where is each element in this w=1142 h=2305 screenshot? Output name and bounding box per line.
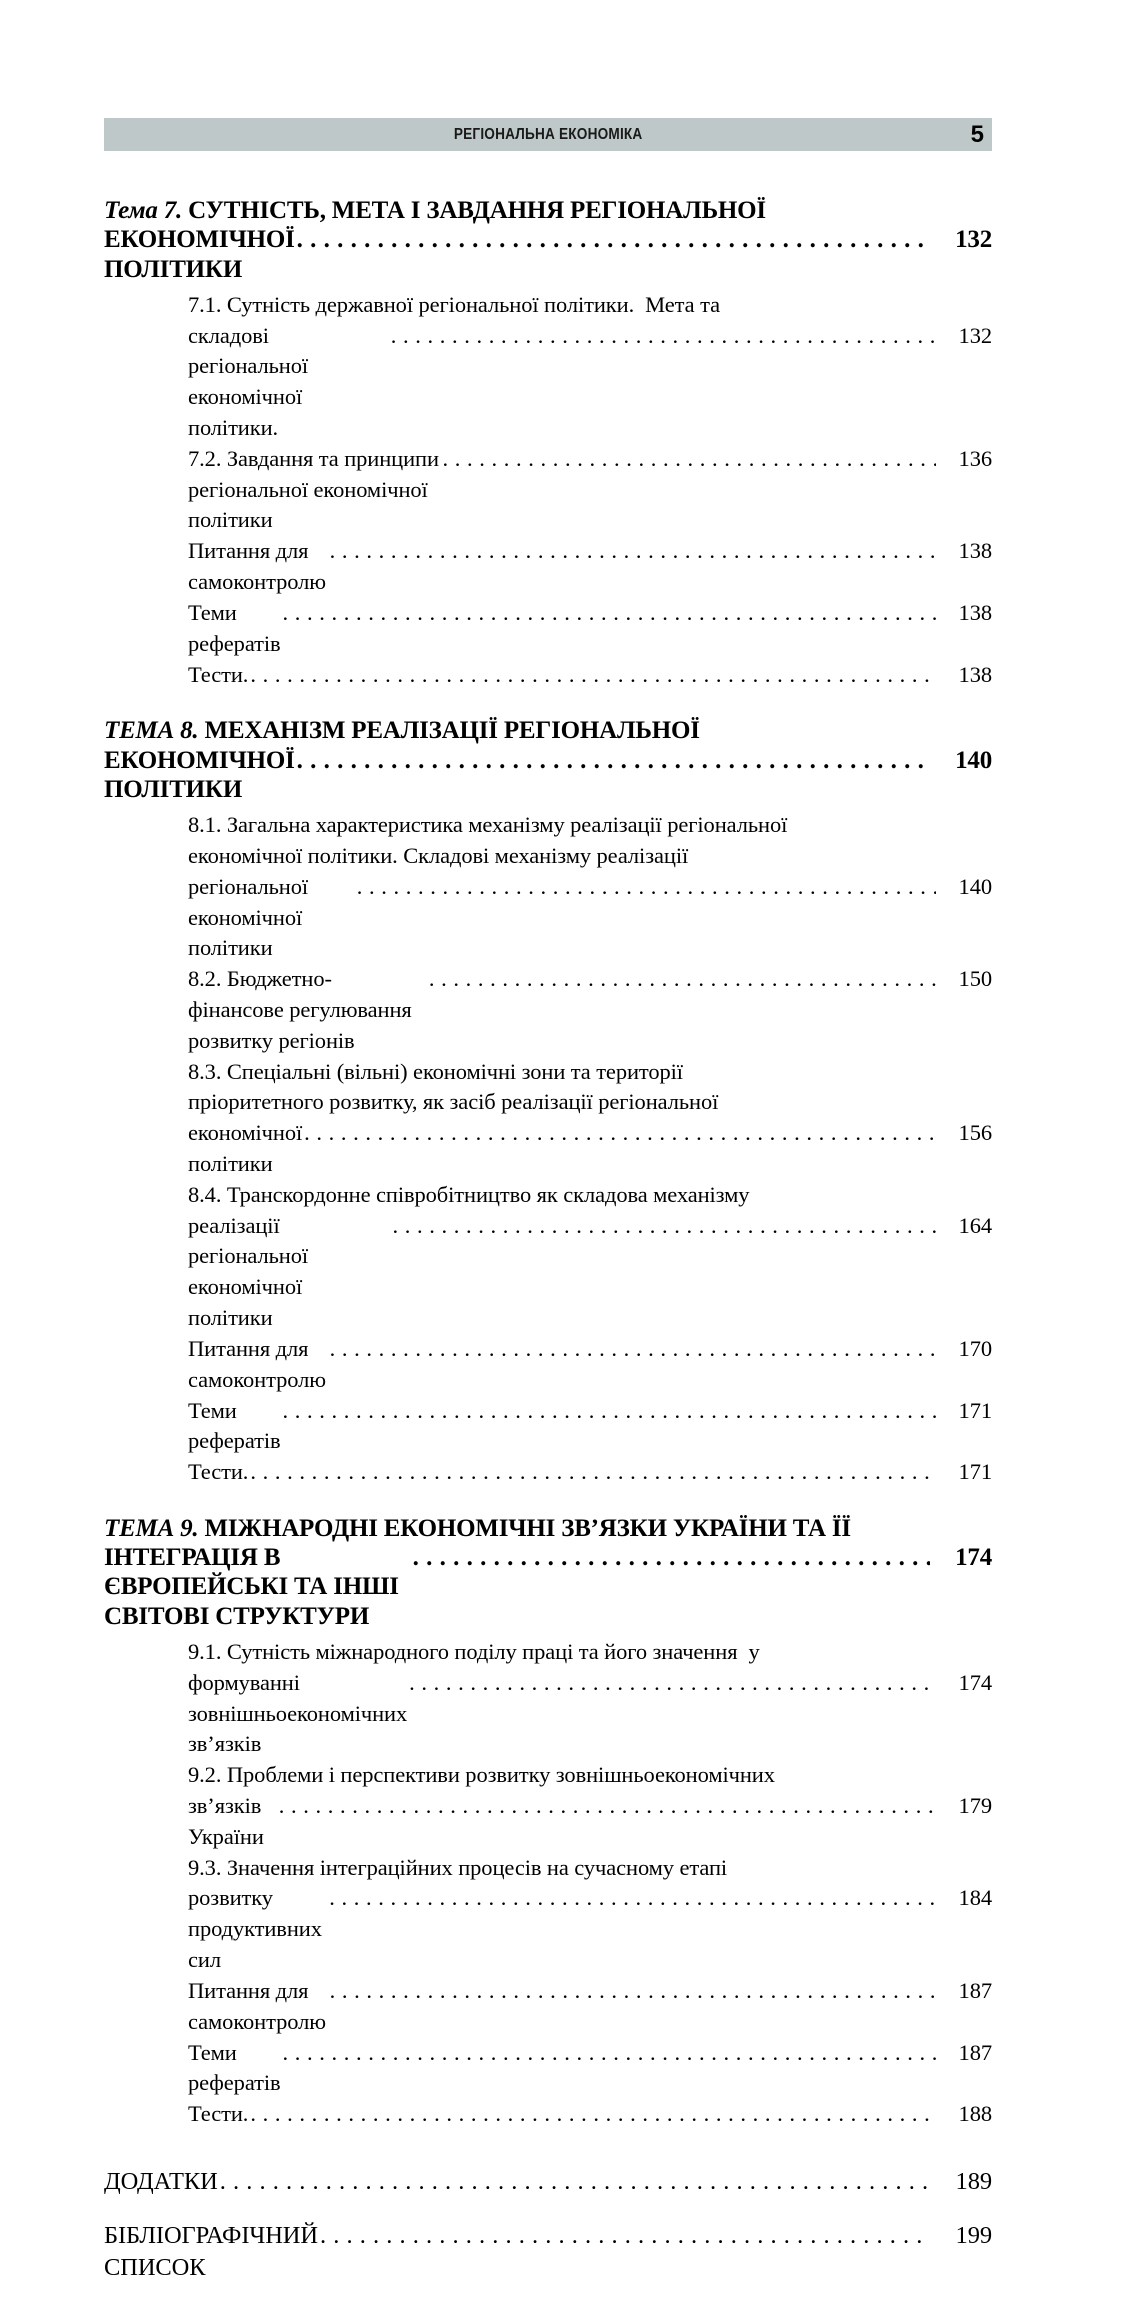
toc-entry-text: Питання для самоконтролю (188, 538, 326, 595)
toc-entry-page-number: 187 (958, 1977, 992, 2003)
toc-entry-last-line (104, 2166, 992, 2198)
chapter-entries (188, 1637, 992, 2130)
toc-entry[interactable] (188, 1180, 992, 1334)
toc-entry-text: складові регіональної економічної політики. (188, 322, 314, 440)
toc-entry[interactable] (188, 1976, 992, 2038)
toc-entry-page-number: 140 (958, 873, 992, 899)
toc-entry-line-1: 8.1. Загальна характеристика механізму реалізації регіональної (188, 812, 788, 838)
toc-entry[interactable] (188, 2038, 992, 2100)
toc-entry-bibliography[interactable] (104, 2220, 992, 2284)
toc-entry-page-number: 174 (958, 1669, 992, 1695)
dot-leader (250, 660, 936, 691)
dot-leader (329, 1883, 936, 1914)
toc-entry-last-line (188, 964, 992, 1056)
toc-entry[interactable] (188, 598, 992, 660)
toc-entry-text: 7.2. Завдання та принципи регіональної економічної політики (188, 445, 445, 533)
toc-entry[interactable] (188, 1853, 992, 1976)
toc-entry-text: Теми рефератів (188, 599, 281, 656)
toc-entry-last-line (188, 321, 992, 444)
toc-entry-page-number: 138 (958, 599, 992, 625)
toc-entry[interactable] (188, 290, 992, 444)
toc-entry-text: ДОДАТКИ (104, 2167, 218, 2195)
chapter-title-line-1 (104, 716, 992, 745)
toc-entry-page-number: 171 (958, 1397, 992, 1423)
chapter-title-line-2 (104, 1543, 992, 1631)
toc-entry-last-line (188, 2099, 992, 2130)
toc-entry-text: БІБЛІОГРАФІЧНИЙ СПИСОК (104, 2221, 325, 2281)
dot-leader (330, 1976, 936, 2007)
dot-leader (330, 536, 936, 567)
chapter-title-text: МЕХАНІЗМ РЕАЛІЗАЦІЇ РЕГІОНАЛЬНОЇ (204, 717, 700, 745)
toc-entry[interactable] (188, 1057, 992, 1180)
toc-entry-line-1: 7.1. Сутність державної регіональної політики. Мета та (188, 291, 720, 317)
toc-entry-text: економічної політики (188, 1120, 308, 1176)
toc-entry-last-line (188, 1976, 992, 2038)
chapter-title-text-cont: ІНТЕГРАЦІЯ В ЄВРОПЕЙСЬКІ ТА ІНШІ СВІТОВІ СТРУКТУРИ (104, 1544, 405, 1630)
dot-leader (443, 444, 936, 475)
back-matter (104, 2166, 992, 2284)
chapter-title-line-2 (104, 746, 992, 805)
toc-entry-line-1: 9.2. Проблеми і перспективи розвитку зовнішньоекономічних (188, 1762, 775, 1788)
toc-entry[interactable] (188, 1637, 992, 1760)
dot-leader (357, 872, 936, 903)
toc-entry-page-number: 164 (958, 1212, 992, 1238)
toc-entry[interactable] (188, 1334, 992, 1396)
toc-entry-text: 8.2. Бюджетно-фінансове регулювання розвитку регіонів (188, 966, 418, 1053)
dot-leader (297, 225, 930, 254)
toc-entry-last-line (188, 1791, 992, 1853)
toc-entry-page-number: 132 (958, 322, 992, 348)
toc-entry-text: Теми рефератів (188, 1397, 281, 1454)
toc-entry-page-number: 156 (958, 1120, 992, 1146)
dot-leader (320, 2220, 930, 2252)
toc-entry-appendix[interactable] (104, 2166, 992, 2198)
dot-leader (413, 1543, 930, 1572)
chapter-label: ТЕМА 8. (104, 717, 205, 745)
chapter-heading[interactable] (104, 716, 992, 804)
chapter-title-text-cont: ЕКОНОМІЧНОЇ ПОЛІТИКИ (104, 226, 301, 283)
toc-entry-text: Тести. (188, 661, 249, 687)
dot-leader (393, 1211, 936, 1242)
toc-entry-page-number: 170 (958, 1335, 992, 1361)
toc-entry-last-line (188, 1334, 992, 1396)
dot-leader (409, 1668, 936, 1699)
chapter-label: ТЕМА 9. (104, 1514, 205, 1542)
toc-entry-last-line (188, 598, 992, 660)
dot-leader (391, 321, 936, 352)
chapter-title-text-cont: ЕКОНОМІЧНОЇ ПОЛІТИКИ (104, 746, 301, 803)
toc-entry-last-line (188, 872, 992, 964)
toc-entry-last-line (188, 2038, 992, 2100)
toc-entry-text: регіональної економічної політики (188, 873, 314, 961)
chapter-heading[interactable] (104, 196, 992, 284)
toc-entry-line-2: пріоритетного розвитку, як засіб реалізації регіональної (188, 1089, 719, 1115)
chapter-heading[interactable] (104, 1514, 992, 1631)
dot-leader (250, 1457, 936, 1488)
toc-entry-text: реалізації регіональної економічної політики (188, 1212, 314, 1331)
toc-entry-text: Питання для самоконтролю (188, 1977, 326, 2034)
toc-entry-last-line (188, 1668, 992, 1760)
toc-entry[interactable] (188, 536, 992, 598)
toc-entry-last-line (188, 1883, 992, 1975)
toc-entry-page-number: 136 (958, 445, 992, 471)
toc-entry-page-number: 150 (958, 966, 992, 992)
chapter-page-number: 140 (955, 746, 992, 774)
toc-entry-last-line (188, 1457, 992, 1488)
dot-leader (279, 1791, 936, 1822)
toc-entry-page-number: 189 (955, 2167, 992, 2195)
toc-entry[interactable] (188, 964, 992, 1056)
toc-entry[interactable] (188, 444, 992, 536)
chapter-page-number: 174 (955, 1544, 992, 1572)
toc-entry-text: Тести. (188, 1459, 249, 1485)
dot-leader (283, 2038, 936, 2069)
toc-entry[interactable] (188, 810, 992, 964)
toc-entry-page-number: 188 (958, 2101, 992, 2127)
toc-entry-text: зв’язків України (188, 1793, 267, 1849)
toc-entry-last-line (188, 660, 992, 691)
toc-entry-last-line (188, 1211, 992, 1334)
chapter-title-text: СУТНІСТЬ, МЕТА І ЗАВДАННЯ РЕГІОНАЛЬНОЇ (188, 197, 766, 224)
toc-entry-page-number: 179 (958, 1793, 992, 1818)
dot-leader (330, 1334, 936, 1365)
toc-entry-text: Тести. (188, 2101, 249, 2127)
toc-entry[interactable] (188, 1396, 992, 1458)
dot-leader (250, 2099, 936, 2130)
table-of-contents (104, 196, 992, 2305)
page-number: 5 (970, 120, 984, 148)
dot-leader (297, 746, 930, 775)
chapter-title-text: МІЖНАРОДНІ ЕКОНОМІЧНІ ЗВ’ЯЗКИ УКРАЇНИ ТА ЇЇ (204, 1514, 851, 1542)
toc-entry-line-1: 8.3. Спеціальні (вільні) економічні зони та території (188, 1058, 683, 1084)
toc-entry[interactable] (188, 1457, 992, 1488)
chapter-label: Тема 7. (104, 197, 189, 224)
toc-entry-line-1: 9.3. Значення інтеграційних процесів на сучасному етапі (188, 1854, 728, 1880)
chapter-entries (188, 290, 992, 691)
toc-entry-last-line (188, 536, 992, 598)
toc-entry-last-line (188, 1118, 992, 1180)
dot-leader (283, 598, 936, 629)
toc-entry-page-number: 187 (958, 2039, 992, 2065)
toc-entry-last-line (188, 444, 992, 536)
running-header (104, 118, 992, 151)
toc-entry[interactable] (188, 1760, 992, 1852)
toc-entry[interactable] (188, 2099, 992, 2130)
toc-entry-text: розвитку продуктивних сил (188, 1885, 328, 1973)
chapter-title-line-2 (104, 225, 992, 284)
toc-entry-line-2: економічної політики. Складові механізму реалізації (188, 842, 689, 868)
toc-entry-page-number: 138 (958, 661, 992, 687)
toc-entry-page-number: 184 (958, 1885, 992, 1911)
toc-entry-text: Питання для самоконтролю (188, 1335, 326, 1392)
toc-entry-page-number: 171 (958, 1459, 992, 1485)
chapter-title-line-1 (104, 1514, 992, 1543)
dot-leader (304, 1118, 936, 1149)
toc-entry-page-number: 138 (958, 538, 992, 564)
toc-entry-last-line (188, 1396, 992, 1458)
chapter-title-line-1 (104, 196, 992, 225)
toc-entry-text: формуванні зовнішньоекономічних зв’язків (188, 1669, 413, 1757)
dot-leader (283, 1396, 936, 1427)
chapter-page-number: 132 (955, 226, 992, 254)
toc-entry-line-1: 8.4. Транскордонне співробітництво як складова механізму (188, 1181, 750, 1207)
dot-leader (220, 2166, 930, 2198)
running-header-title: РЕГІОНАЛЬНА ЕКОНОМІКА (453, 125, 643, 143)
dot-leader (429, 964, 936, 995)
toc-entry[interactable] (188, 660, 992, 691)
chapter-entries (188, 810, 992, 1488)
toc-entry-line-1: 9.1. Сутність міжнародного поділу праці та його значення у (188, 1638, 760, 1664)
toc-entry-page-number: 199 (955, 2221, 992, 2249)
toc-entry-text: Теми рефератів (188, 2039, 281, 2096)
toc-entry-last-line (104, 2220, 992, 2284)
